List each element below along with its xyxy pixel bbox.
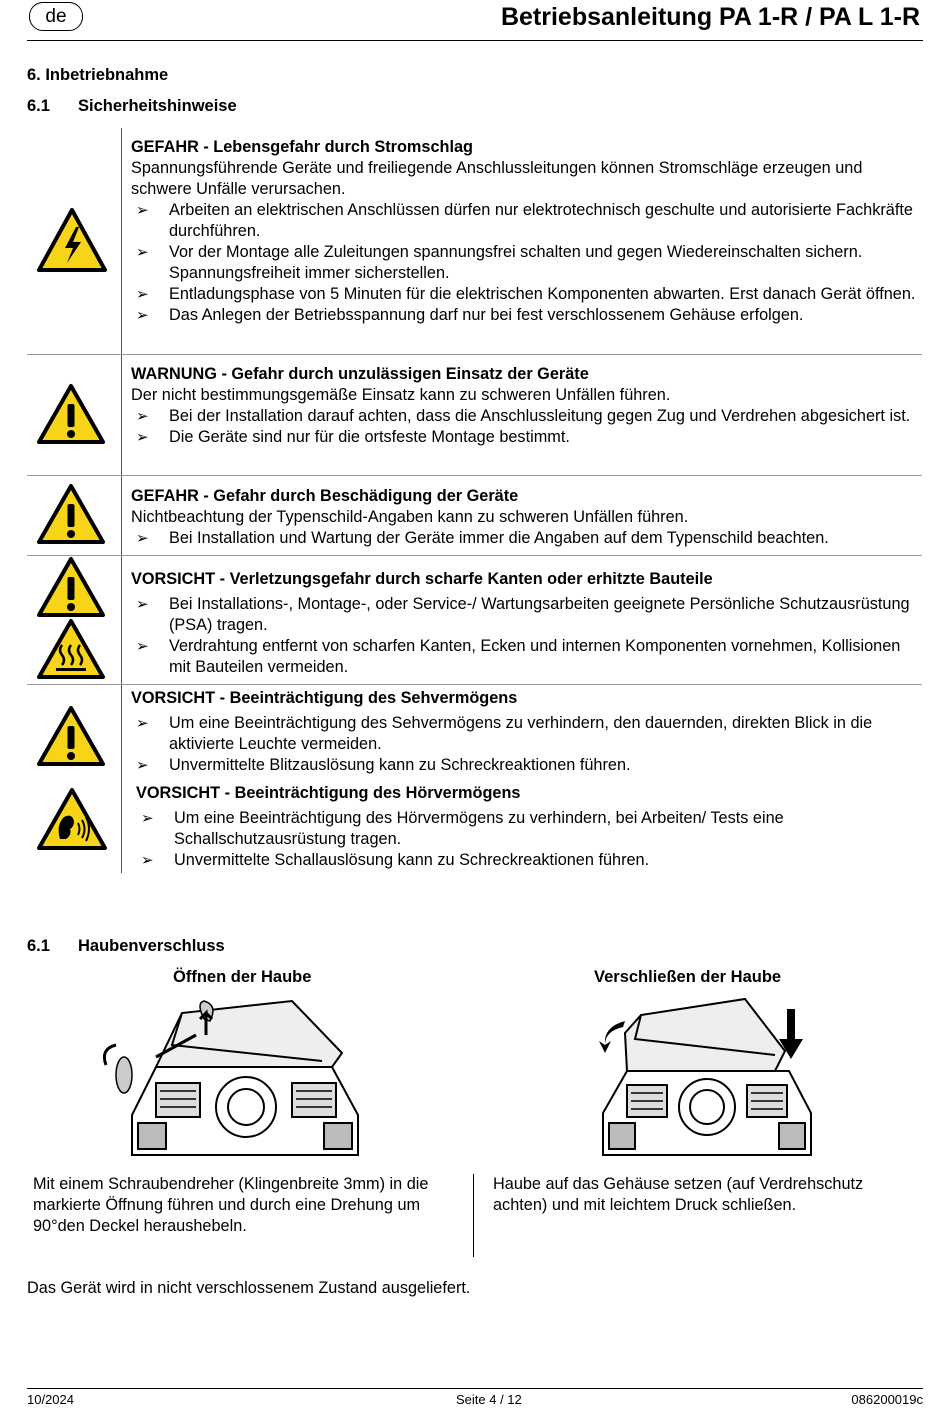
footer-page: Seite 4 / 12	[456, 1392, 522, 1407]
safety-number: 6.1	[27, 97, 50, 115]
footer-divider	[27, 1388, 923, 1389]
hood-heading	[27, 937, 225, 956]
safety-block-misuse	[131, 364, 921, 448]
warning-icon	[36, 383, 106, 445]
footer-date: 10/2024	[27, 1392, 74, 1407]
list-item: ➢ Bei Installations-, Montage-, oder Service-/ Wartungsarbeiten geeignete Persönliche Schutzausrüstung (PSA) tragen.	[131, 594, 921, 636]
block-intro: Spannungsführende Geräte und freiliegende Anschlussleitungen können Stromschläge erzeugen und schwere Unfälle verursachen.	[131, 159, 863, 198]
block-title: VORSICHT - Beeinträchtigung des Hörvermögens	[136, 784, 521, 802]
list-item: ➢ Bei Installation und Wartung der Geräte immer die Angaben auf dem Typenschild beachten.	[131, 528, 921, 549]
safety-block-sharp-edges	[131, 569, 921, 678]
list-item: ➢ Vor der Montage alle Zuleitungen spannungsfrei schalten und gegen Wiedereinschalten sichern. Spannungsfreiheit immer sicherstellen.	[131, 242, 921, 284]
block-title: WARNUNG - Gefahr durch unzulässigen Einsatz der Geräte	[131, 365, 589, 383]
list-item: ➢ Arbeiten an elektrischen Anschlüssen dürfen nur elektrotechnisch geschulte und autorisierte Fachkräfte durchführen.	[131, 200, 921, 242]
hood-number: 6.1	[27, 937, 50, 955]
warning-icon	[36, 556, 106, 618]
open-caption: Öffnen der Haube	[173, 968, 312, 986]
block-divider	[27, 475, 922, 476]
list-item: ➢ Das Anlegen der Betriebsspannung darf nur bei fest verschlossenem Gehäuse erfolgen.	[131, 305, 921, 326]
electric-hazard-icon	[36, 207, 108, 273]
block-divider	[27, 684, 922, 685]
icon-column-divider	[121, 128, 122, 873]
safety-block-hearing	[136, 783, 921, 871]
block-intro: Nichtbeachtung der Typenschild-Angaben kann zu schweren Unfällen führen.	[131, 508, 689, 526]
list-item: ➢ Bei der Installation darauf achten, dass die Anschlussleitung gegen Zug und Verdrehen abgesichert ist.	[131, 406, 921, 427]
hot-surface-icon	[36, 618, 106, 680]
list-item: ➢ Unvermittelte Blitzauslösung kann zu Schreckreaktionen führen.	[131, 755, 921, 776]
block-divider	[27, 354, 922, 355]
warning-icon	[36, 483, 106, 545]
list-item: ➢ Unvermittelte Schallauslösung kann zu Schreckreaktionen führen.	[136, 850, 921, 871]
document-title: Betriebsanleitung PA 1-R / PA L 1-R	[500, 3, 920, 31]
hood-open-illustration	[96, 995, 390, 1165]
delivery-note: Das Gerät wird in nicht verschlossenem Zustand ausgeliefert.	[27, 1279, 471, 1297]
safety-block-damage	[131, 486, 921, 549]
close-caption: Verschließen der Haube	[594, 968, 782, 986]
safety-title: Sicherheitshinweise	[78, 97, 237, 115]
safety-block-vision	[131, 688, 921, 776]
loud-noise-icon	[36, 787, 108, 851]
block-divider	[27, 555, 922, 556]
header-divider	[27, 40, 923, 41]
hood-close-illustration	[575, 995, 835, 1165]
block-title: GEFAHR - Lebensgefahr durch Stromschlag	[131, 138, 473, 156]
safety-block-electric	[131, 137, 921, 326]
open-instructions: Mit einem Schraubendreher (Klingenbreite 3mm) in die markierte Öffnung führen und durch eine Drehung um 90°den Deckel heraushebeln.	[33, 1175, 429, 1235]
footer-doc-number: 086200019c	[851, 1392, 923, 1407]
warning-icon	[36, 705, 106, 767]
block-title: VORSICHT - Verletzungsgefahr durch scharfe Kanten oder erhitzte Bauteile	[131, 570, 713, 588]
safety-heading	[27, 97, 237, 116]
list-item: ➢ Um eine Beeinträchtigung des Sehvermögens zu verhindern, den dauernden, direkten Blick in die aktivierte Leuchte vermeiden.	[131, 713, 921, 755]
list-item: ➢ Die Geräte sind nur für die ortsfeste Montage bestimmt.	[131, 427, 921, 448]
list-item: ➢ Um eine Beeinträchtigung des Hörvermögens zu verhindern, bei Arbeiten/ Tests eine Schallschutzausrüstung tragen.	[136, 808, 921, 850]
column-divider	[473, 1174, 474, 1257]
list-item: ➢ Verdrahtung entfernt von scharfen Kanten, Ecken und internen Komponenten vornehmen, Kollisionen mit Bauteilen vermeiden.	[131, 636, 921, 678]
block-title: VORSICHT - Beeinträchtigung des Sehvermögens	[131, 689, 518, 707]
block-title: GEFAHR - Gefahr durch Beschädigung der Geräte	[131, 487, 519, 505]
section-heading: 6. Inbetriebnahme	[27, 66, 169, 84]
list-item: ➢ Entladungsphase von 5 Minuten für die elektrischen Komponenten abwarten. Erst danach Gerät öffnen.	[131, 284, 921, 305]
hood-title: Haubenverschluss	[78, 937, 225, 955]
close-instructions: Haube auf das Gehäuse setzen (auf Verdrehschutz achten) und mit leichtem Druck schließen.	[493, 1175, 864, 1214]
block-intro: Der nicht bestimmungsgemäße Einsatz kann zu schweren Unfällen führen.	[131, 386, 671, 404]
language-badge: de	[29, 2, 83, 31]
